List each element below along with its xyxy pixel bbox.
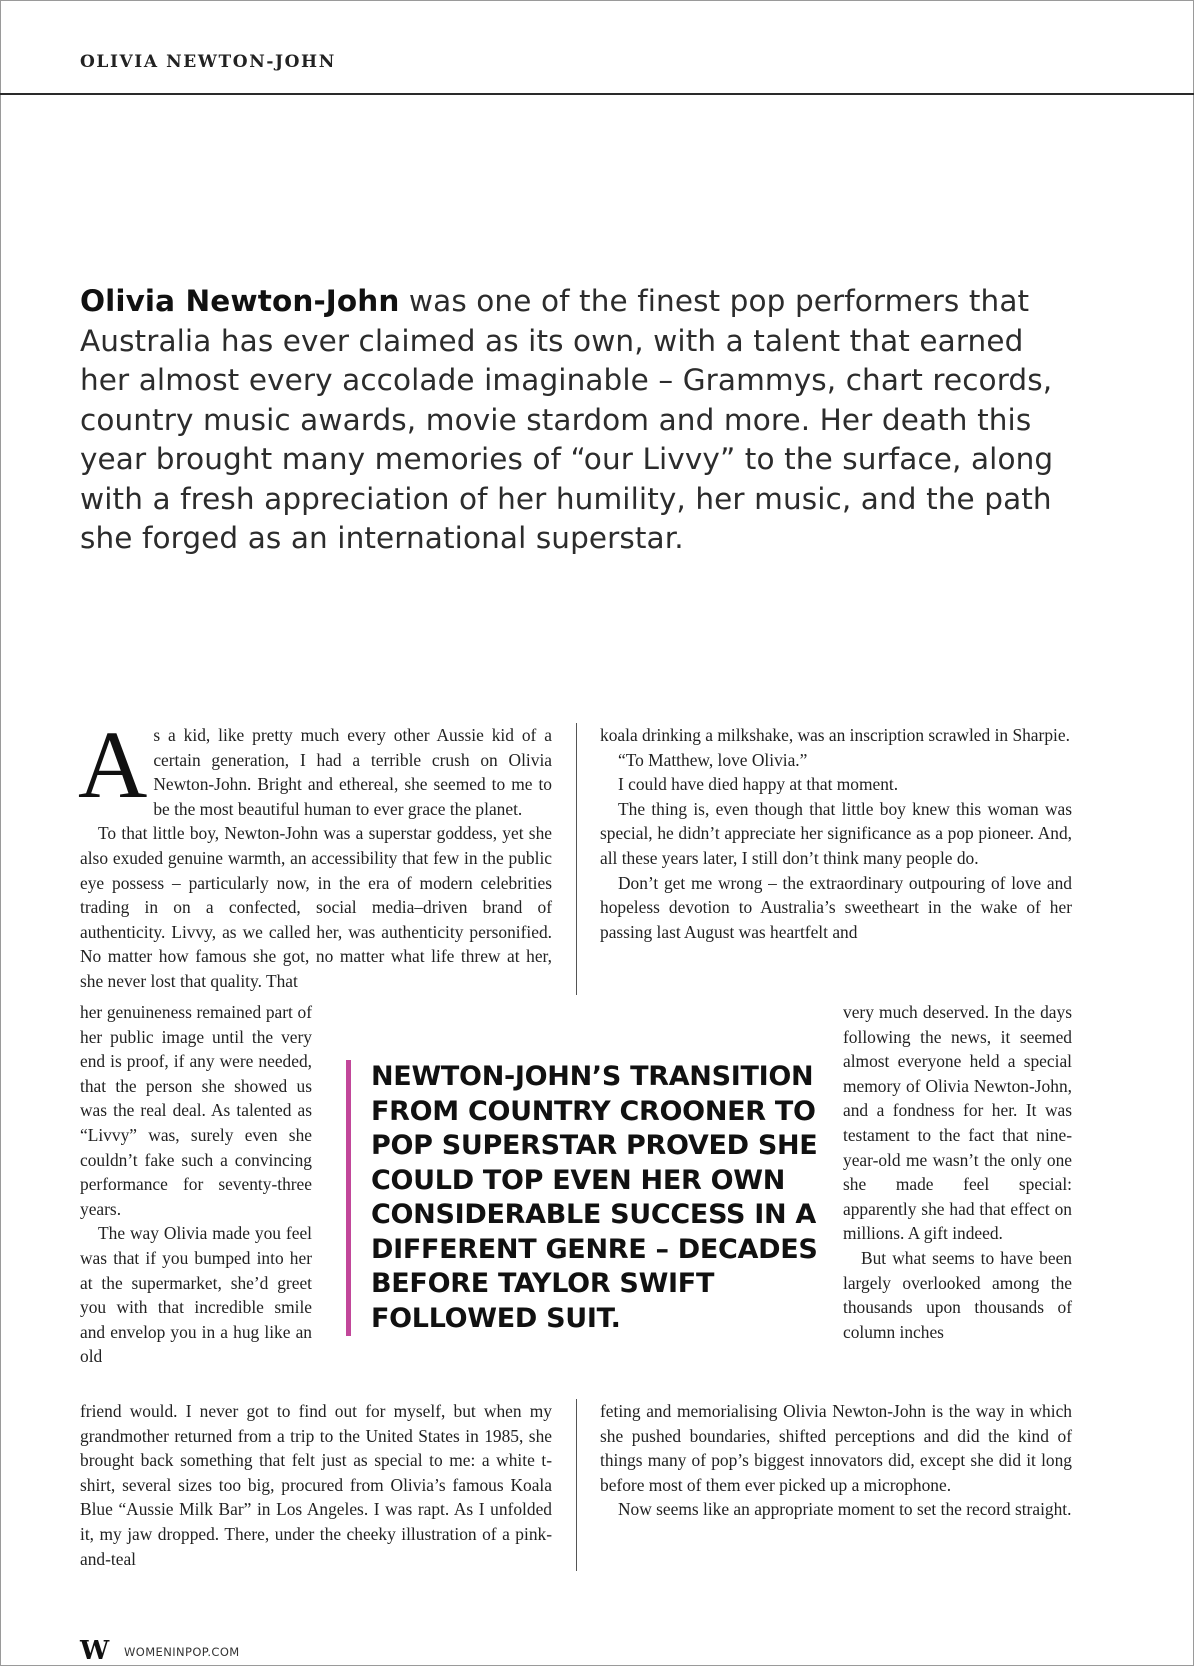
right-column-bottom <box>600 1399 1072 1522</box>
left-column-bottom <box>80 1399 552 1571</box>
left-column-top <box>78 711 552 994</box>
paragraph-r6: But what seems to have been largely overlooked among the thousands upon thousands of column inches <box>843 1247 1072 1342</box>
paragraph-1: As a kid, like pretty much every other Aussie kid of a certain generation, I had a terrible crush on Olivia Newton-John. Bright and ethereal, she seemed to me to be the most beautiful human to ever grace the planet. <box>78 711 552 819</box>
paragraph-r7: Now seems like an appropriate moment to set the record straight. <box>618 1499 1072 1520</box>
standfirst <box>80 282 1080 559</box>
pull-quote: NEWTON-JOHN’S TRANSITION FROM COUNTRY CROONER TO POP SUPERSTAR PROVED SHE COULD TOP EVEN HER OWN CONSIDERABLE SUCCESS IN A DIFFERENT GENRE – DECADES BEFORE TAYLOR SWIFT FOLLOWED SUIT. <box>346 1060 841 1336</box>
paragraph-r3: I could have died happy at that moment. <box>618 774 899 795</box>
column-rule-top <box>576 723 577 995</box>
paragraph-2-continued: her genuineness remained part of her public image until the very end is proof, if any were needed, that the person she showed us was the real deal. As talented as “Livvy” was, surely even she couldn’t fake such a convincing performance for seventy-three years. <box>80 1002 312 1219</box>
paragraph-r6-continued: feting and memorialising Olivia Newton-John is the way in which she pushed boundaries, shifted perceptions and did the kind of things many of pop’s biggest innovators did, except she did it long before most of them ever picked up a microphone. <box>600 1401 1072 1495</box>
paragraph-r5: Don’t get me wrong – the extraordinary outpouring of love and hopeless devotion to Australia’s sweetheart in the wake of her passing last August was heartfelt and <box>600 872 1072 942</box>
paragraph-3: The way Olivia made you feel was that if you bumped into her at the supermarket, she’d greet you with that incredible smile and envelop you in a hug like an old <box>80 1223 312 1367</box>
column-rule-bottom <box>576 1399 577 1571</box>
standfirst-lead: Olivia Newton-John <box>80 284 400 318</box>
paragraph-r1: koala drinking a milkshake, was an inscription scrawled in Sharpie. <box>600 725 1070 745</box>
running-title: OLIVIA NEWTON-JOHN <box>80 52 336 72</box>
paragraph-2: To that little boy, Newton-John was a superstar goddess, yet she also exuded genuine warmth, an accessibility that few in the public eye possess – particularly now, in the era of modern celebrities trading in on a confected, social media–driven brand of authenticity. Livvy, as we called her, was authenticity personified. No matter how famous she got, no matter what life threw at her, she never lost that quality. That <box>80 823 552 991</box>
paragraph-r2: “To Matthew, love Olivia.” <box>618 749 808 770</box>
right-column-top <box>600 723 1072 944</box>
right-column-narrow <box>843 1000 1072 1344</box>
drop-cap: A <box>78 711 148 818</box>
paragraph-r5-continued: very much deserved. In the days following the news, it seemed almost everyone held a special memory of Olivia Newton-John, and a fondness for her. It was testament to the fact that nine-year-old me wasn’t the only one she made feel special: apparently she had that effect on millions. A gift indeed. <box>843 1002 1072 1244</box>
left-column-narrow <box>80 1000 312 1369</box>
magazine-logo: W <box>80 1636 110 1666</box>
standfirst-text: was one of the finest pop performers that Australia has ever claimed as its own, with a talent that earned her almost every accolade imaginable – Grammys, chart records, country music awards, movie stardom and more. Her death this year brought many memories of “our Livvy” to the surface, along with a fresh appreciation of her humility, her music, and the path she forged as an international superstar. <box>80 284 1054 555</box>
footer-url: WOMENINPOP.COM <box>124 1645 240 1659</box>
header-rule <box>0 93 1194 95</box>
paragraph-3-continued: friend would. I never got to find out for myself, but when my grandmother returned from a trip to the United States in 1985, she brought back something that felt just as special to me: a white t-shirt, several sizes too big, procured from Olivia’s famous Koala Blue “Aussie Milk Bar” in Los Angeles. I was rapt. As I unfolded it, my jaw dropped. There, under the cheeky illustration of a pink-and-teal <box>80 1401 552 1569</box>
paragraph-r4: The thing is, even though that little boy knew this woman was special, he didn’t appreciate her significance as a pop pioneer. And, all these years later, I still don’t think many people do. <box>600 798 1072 868</box>
